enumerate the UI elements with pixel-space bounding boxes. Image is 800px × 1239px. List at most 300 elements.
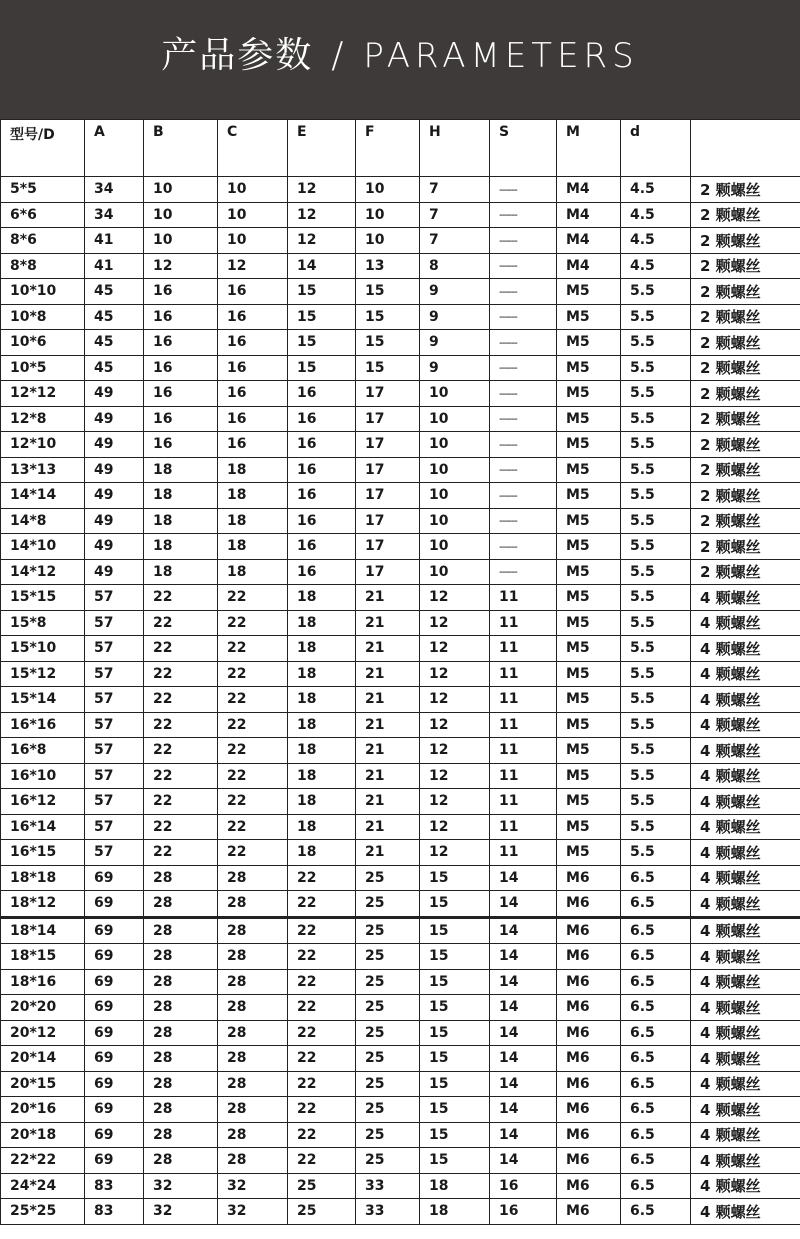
table-cell: 25*25: [1, 1199, 85, 1225]
table-cell: 4 颗螺丝: [691, 1046, 800, 1072]
table-cell: 16: [218, 381, 288, 407]
table-cell: 20*20: [1, 995, 85, 1021]
table-cell: 22: [144, 840, 218, 866]
table-cell: 22: [288, 891, 356, 918]
table-cell: 6.5: [621, 1122, 691, 1148]
table-cell: 16: [144, 406, 218, 432]
table-cell: 18*16: [1, 969, 85, 995]
table-cell: 22: [218, 712, 288, 738]
table-cell: 15: [288, 330, 356, 356]
table-cell: M4: [557, 228, 621, 254]
table-cell: 4 颗螺丝: [691, 917, 800, 944]
table-cell: 16*16: [1, 712, 85, 738]
table-cell: 18: [288, 814, 356, 840]
table-cell: 83: [85, 1199, 144, 1225]
table-cell: 22: [218, 789, 288, 815]
table-cell: 22: [288, 1097, 356, 1123]
table-cell: 11: [490, 687, 557, 713]
table-cell: 49: [85, 406, 144, 432]
table-cell: 21: [356, 610, 420, 636]
table-cell: 18: [218, 534, 288, 560]
table-cell: M6: [557, 1199, 621, 1225]
table-cell: 57: [85, 763, 144, 789]
table-cell: M5: [557, 355, 621, 381]
table-cell: 5.5: [621, 585, 691, 611]
table-cell: 69: [85, 1148, 144, 1174]
table-cell: ------: [490, 177, 557, 203]
table-cell: 49: [85, 457, 144, 483]
table-cell: 5.5: [621, 432, 691, 458]
table-cell: M6: [557, 917, 621, 944]
table-cell: 10: [144, 177, 218, 203]
table-cell: 18: [144, 483, 218, 509]
table-cell: ------: [490, 228, 557, 254]
table-cell: 15*15: [1, 585, 85, 611]
table-cell: 4 颗螺丝: [691, 610, 800, 636]
table-cell: 25: [356, 1046, 420, 1072]
table-cell: 13*13: [1, 457, 85, 483]
table-cell: M5: [557, 457, 621, 483]
table-cell: 18: [288, 610, 356, 636]
table-cell: 7: [420, 228, 490, 254]
table-cell: 2 颗螺丝: [691, 483, 800, 509]
table-cell: 11: [490, 840, 557, 866]
table-cell: 4 颗螺丝: [691, 738, 800, 764]
table-cell: 22: [288, 1020, 356, 1046]
table-cell: 16: [288, 381, 356, 407]
table-row: [1, 840, 800, 866]
table-cell: 5.5: [621, 687, 691, 713]
table-cell: ------: [490, 330, 557, 356]
table-cell: 33: [356, 1173, 420, 1199]
table-cell: M5: [557, 610, 621, 636]
table-cell: 22: [144, 712, 218, 738]
parameter-table-container: [0, 119, 800, 1239]
table-cell: 69: [85, 891, 144, 918]
column-header: F: [356, 120, 420, 177]
table-cell: ------: [490, 559, 557, 585]
table-cell: 5.5: [621, 840, 691, 866]
table-cell: 28: [218, 1071, 288, 1097]
table-cell: 4 颗螺丝: [691, 1097, 800, 1123]
table-cell: 17: [356, 457, 420, 483]
table-row: [1, 995, 800, 1021]
table-cell: 69: [85, 865, 144, 891]
table-cell: 34: [85, 202, 144, 228]
table-cell: 14: [490, 1122, 557, 1148]
table-cell: 5.5: [621, 483, 691, 509]
table-cell: ------: [490, 508, 557, 534]
table-cell: 16*15: [1, 840, 85, 866]
table-cell: 12: [288, 228, 356, 254]
table-cell: ------: [490, 534, 557, 560]
table-row: [1, 1199, 800, 1225]
table-cell: M5: [557, 636, 621, 662]
table-cell: 5.5: [621, 330, 691, 356]
table-cell: 4 颗螺丝: [691, 789, 800, 815]
table-cell: 14: [490, 969, 557, 995]
table-cell: 12*8: [1, 406, 85, 432]
table-cell: 25: [356, 1020, 420, 1046]
table-cell: 4 颗螺丝: [691, 995, 800, 1021]
table-cell: 21: [356, 687, 420, 713]
table-cell: 10: [144, 202, 218, 228]
table-cell: M5: [557, 483, 621, 509]
table-cell: 69: [85, 1020, 144, 1046]
table-cell: ------: [490, 457, 557, 483]
table-cell: 45: [85, 304, 144, 330]
table-cell: 2 颗螺丝: [691, 202, 800, 228]
column-header: E: [288, 120, 356, 177]
table-cell: 16: [218, 279, 288, 305]
table-row: [1, 1148, 800, 1174]
table-cell: 11: [490, 763, 557, 789]
table-cell: 22: [218, 585, 288, 611]
table-cell: 24*24: [1, 1173, 85, 1199]
table-cell: 18: [144, 559, 218, 585]
table-cell: 5.5: [621, 381, 691, 407]
table-cell: 69: [85, 1046, 144, 1072]
table-cell: 16: [144, 304, 218, 330]
table-cell: 15: [420, 1097, 490, 1123]
table-cell: 6.5: [621, 1071, 691, 1097]
table-cell: 4 颗螺丝: [691, 1199, 800, 1225]
table-cell: 18: [288, 840, 356, 866]
table-cell: 69: [85, 1071, 144, 1097]
table-cell: 28: [144, 865, 218, 891]
table-row: [1, 508, 800, 534]
table-cell: M5: [557, 432, 621, 458]
table-cell: 4 颗螺丝: [691, 636, 800, 662]
table-cell: 6.5: [621, 969, 691, 995]
table-cell: 22: [288, 1071, 356, 1097]
table-cell: 22: [144, 661, 218, 687]
table-cell: 10: [356, 202, 420, 228]
table-cell: 21: [356, 763, 420, 789]
table-cell: 10: [218, 202, 288, 228]
table-cell: 21: [356, 814, 420, 840]
table-cell: 6.5: [621, 891, 691, 918]
table-cell: 5.5: [621, 279, 691, 305]
table-row: [1, 789, 800, 815]
table-cell: 2 颗螺丝: [691, 457, 800, 483]
column-header: C: [218, 120, 288, 177]
table-cell: 7: [420, 177, 490, 203]
table-cell: 41: [85, 253, 144, 279]
table-cell: 5.5: [621, 610, 691, 636]
table-cell: 12: [420, 687, 490, 713]
table-cell: 10*5: [1, 355, 85, 381]
table-cell: 18: [144, 508, 218, 534]
table-cell: 69: [85, 917, 144, 944]
table-cell: 6.5: [621, 917, 691, 944]
table-cell: 69: [85, 1097, 144, 1123]
table-cell: 28: [218, 1046, 288, 1072]
title-en: PARAMETERS: [363, 36, 639, 76]
table-cell: 28: [144, 995, 218, 1021]
table-row: [1, 944, 800, 970]
table-cell: 4 颗螺丝: [691, 1122, 800, 1148]
table-cell: 16: [144, 330, 218, 356]
table-cell: 4.5: [621, 253, 691, 279]
table-cell: 22: [218, 610, 288, 636]
parameter-table: [0, 119, 800, 1225]
table-cell: 12*10: [1, 432, 85, 458]
table-cell: 16: [144, 381, 218, 407]
table-cell: M5: [557, 534, 621, 560]
table-cell: 16: [288, 508, 356, 534]
table-cell: M6: [557, 969, 621, 995]
table-row: [1, 763, 800, 789]
table-cell: 16: [288, 559, 356, 585]
table-cell: 12: [288, 202, 356, 228]
table-cell: 10: [420, 483, 490, 509]
table-cell: 21: [356, 738, 420, 764]
table-cell: 49: [85, 432, 144, 458]
table-cell: 15*12: [1, 661, 85, 687]
table-cell: 15: [356, 355, 420, 381]
table-cell: 14: [288, 253, 356, 279]
table-cell: 16: [144, 355, 218, 381]
table-cell: 10: [420, 432, 490, 458]
table-cell: 25: [356, 995, 420, 1021]
table-row: [1, 636, 800, 662]
table-cell: 22: [144, 687, 218, 713]
table-cell: 12: [420, 738, 490, 764]
header-banner: [0, 0, 800, 119]
table-cell: 8*6: [1, 228, 85, 254]
table-cell: 28: [144, 1097, 218, 1123]
table-cell: 22: [218, 661, 288, 687]
table-cell: 6.5: [621, 1148, 691, 1174]
table-cell: 14: [490, 1071, 557, 1097]
table-cell: 22: [288, 995, 356, 1021]
table-row: [1, 1173, 800, 1199]
table-cell: 25: [356, 969, 420, 995]
table-cell: 18*12: [1, 891, 85, 918]
table-cell: 16*10: [1, 763, 85, 789]
table-cell: 18: [288, 763, 356, 789]
table-cell: 14*10: [1, 534, 85, 560]
table-cell: 12: [420, 840, 490, 866]
table-cell: 22: [218, 763, 288, 789]
table-cell: 12: [420, 763, 490, 789]
table-cell: 10: [420, 406, 490, 432]
table-cell: 33: [356, 1199, 420, 1225]
table-cell: 11: [490, 738, 557, 764]
table-cell: 15: [288, 279, 356, 305]
table-cell: 57: [85, 610, 144, 636]
table-cell: M5: [557, 687, 621, 713]
table-cell: 6.5: [621, 1046, 691, 1072]
table-cell: 15: [288, 355, 356, 381]
table-cell: 16: [218, 355, 288, 381]
table-cell: 12: [420, 712, 490, 738]
table-cell: 2 颗螺丝: [691, 330, 800, 356]
table-cell: 17: [356, 432, 420, 458]
table-cell: M5: [557, 381, 621, 407]
table-cell: 28: [218, 1020, 288, 1046]
table-cell: 12: [420, 585, 490, 611]
table-cell: 34: [85, 177, 144, 203]
table-cell: M4: [557, 177, 621, 203]
page-title: [161, 27, 639, 78]
table-row: [1, 534, 800, 560]
table-cell: M5: [557, 738, 621, 764]
table-row: [1, 1097, 800, 1123]
table-cell: 57: [85, 738, 144, 764]
table-cell: 28: [218, 865, 288, 891]
table-cell: 21: [356, 636, 420, 662]
table-cell: 22: [144, 814, 218, 840]
table-cell: 28: [218, 1148, 288, 1174]
table-cell: 11: [490, 636, 557, 662]
table-cell: 15: [356, 279, 420, 305]
table-cell: 18: [144, 457, 218, 483]
table-cell: M5: [557, 840, 621, 866]
table-cell: 69: [85, 969, 144, 995]
table-cell: 12: [288, 177, 356, 203]
table-cell: 16: [144, 279, 218, 305]
table-cell: ------: [490, 355, 557, 381]
table-row: [1, 1122, 800, 1148]
column-header: d: [621, 120, 691, 177]
table-cell: 16*8: [1, 738, 85, 764]
table-cell: 25: [356, 865, 420, 891]
table-cell: 49: [85, 534, 144, 560]
table-cell: 14*14: [1, 483, 85, 509]
table-cell: 18: [288, 636, 356, 662]
table-row: [1, 330, 800, 356]
table-cell: 14: [490, 995, 557, 1021]
table-cell: 18: [288, 738, 356, 764]
table-cell: 28: [144, 1046, 218, 1072]
table-cell: 14*8: [1, 508, 85, 534]
table-cell: 12: [420, 636, 490, 662]
table-cell: ------: [490, 381, 557, 407]
table-cell: 2 颗螺丝: [691, 534, 800, 560]
table-cell: 18: [288, 789, 356, 815]
table-cell: 15*10: [1, 636, 85, 662]
table-cell: 15: [420, 969, 490, 995]
table-cell: 15*14: [1, 687, 85, 713]
table-cell: 10: [420, 381, 490, 407]
table-cell: 22: [288, 865, 356, 891]
table-cell: 14: [490, 944, 557, 970]
table-cell: 28: [144, 1071, 218, 1097]
table-cell: 14: [490, 1148, 557, 1174]
table-cell: 25: [356, 944, 420, 970]
table-cell: 4 颗螺丝: [691, 891, 800, 918]
table-cell: 11: [490, 789, 557, 815]
table-cell: M5: [557, 712, 621, 738]
table-cell: 5.5: [621, 738, 691, 764]
table-cell: 22: [288, 1148, 356, 1174]
table-cell: 32: [218, 1199, 288, 1225]
table-cell: 22: [144, 738, 218, 764]
table-cell: 12: [420, 814, 490, 840]
table-cell: 25: [288, 1199, 356, 1225]
table-cell: 9: [420, 355, 490, 381]
table-cell: 4 颗螺丝: [691, 1071, 800, 1097]
table-row: [1, 712, 800, 738]
table-cell: M5: [557, 508, 621, 534]
table-cell: 32: [218, 1173, 288, 1199]
table-row: [1, 457, 800, 483]
table-row: [1, 1020, 800, 1046]
table-cell: 21: [356, 712, 420, 738]
table-cell: 5.5: [621, 789, 691, 815]
table-cell: 4 颗螺丝: [691, 763, 800, 789]
table-cell: 18: [288, 661, 356, 687]
table-cell: 16: [288, 457, 356, 483]
table-cell: 14*12: [1, 559, 85, 585]
table-cell: 25: [356, 1122, 420, 1148]
table-row: [1, 432, 800, 458]
table-row: [1, 738, 800, 764]
table-cell: 15: [356, 304, 420, 330]
table-cell: 83: [85, 1173, 144, 1199]
table-cell: 2 颗螺丝: [691, 304, 800, 330]
table-cell: 2 颗螺丝: [691, 355, 800, 381]
table-cell: 11: [490, 610, 557, 636]
table-cell: M6: [557, 944, 621, 970]
table-cell: M6: [557, 1071, 621, 1097]
table-cell: 69: [85, 1122, 144, 1148]
table-cell: 14: [490, 1020, 557, 1046]
table-cell: 49: [85, 381, 144, 407]
table-cell: 6*6: [1, 202, 85, 228]
table-cell: 57: [85, 661, 144, 687]
table-cell: 57: [85, 814, 144, 840]
column-header: H: [420, 120, 490, 177]
table-cell: 16*14: [1, 814, 85, 840]
table-cell: 11: [490, 814, 557, 840]
table-cell: 57: [85, 840, 144, 866]
table-cell: 7: [420, 202, 490, 228]
table-cell: 2 颗螺丝: [691, 406, 800, 432]
table-cell: 45: [85, 279, 144, 305]
table-cell: 22: [218, 840, 288, 866]
table-row: [1, 661, 800, 687]
table-cell: 6.5: [621, 1199, 691, 1225]
table-cell: M6: [557, 1173, 621, 1199]
table-cell: 10*8: [1, 304, 85, 330]
table-cell: 25: [356, 1097, 420, 1123]
table-cell: 14: [490, 1097, 557, 1123]
table-cell: 18*14: [1, 917, 85, 944]
table-cell: 15: [288, 304, 356, 330]
table-cell: 57: [85, 687, 144, 713]
table-cell: 49: [85, 483, 144, 509]
table-cell: 57: [85, 585, 144, 611]
table-cell: 4 颗螺丝: [691, 585, 800, 611]
table-cell: 10: [356, 228, 420, 254]
table-cell: 13: [356, 253, 420, 279]
table-cell: 32: [144, 1199, 218, 1225]
table-cell: 49: [85, 559, 144, 585]
table-cell: 17: [356, 406, 420, 432]
table-cell: 28: [218, 969, 288, 995]
table-cell: 28: [144, 917, 218, 944]
table-cell: 14: [490, 891, 557, 918]
table-row: [1, 814, 800, 840]
table-cell: 16: [218, 330, 288, 356]
table-cell: 12*12: [1, 381, 85, 407]
table-cell: 6.5: [621, 865, 691, 891]
table-cell: 18: [218, 559, 288, 585]
table-cell: 4.5: [621, 228, 691, 254]
